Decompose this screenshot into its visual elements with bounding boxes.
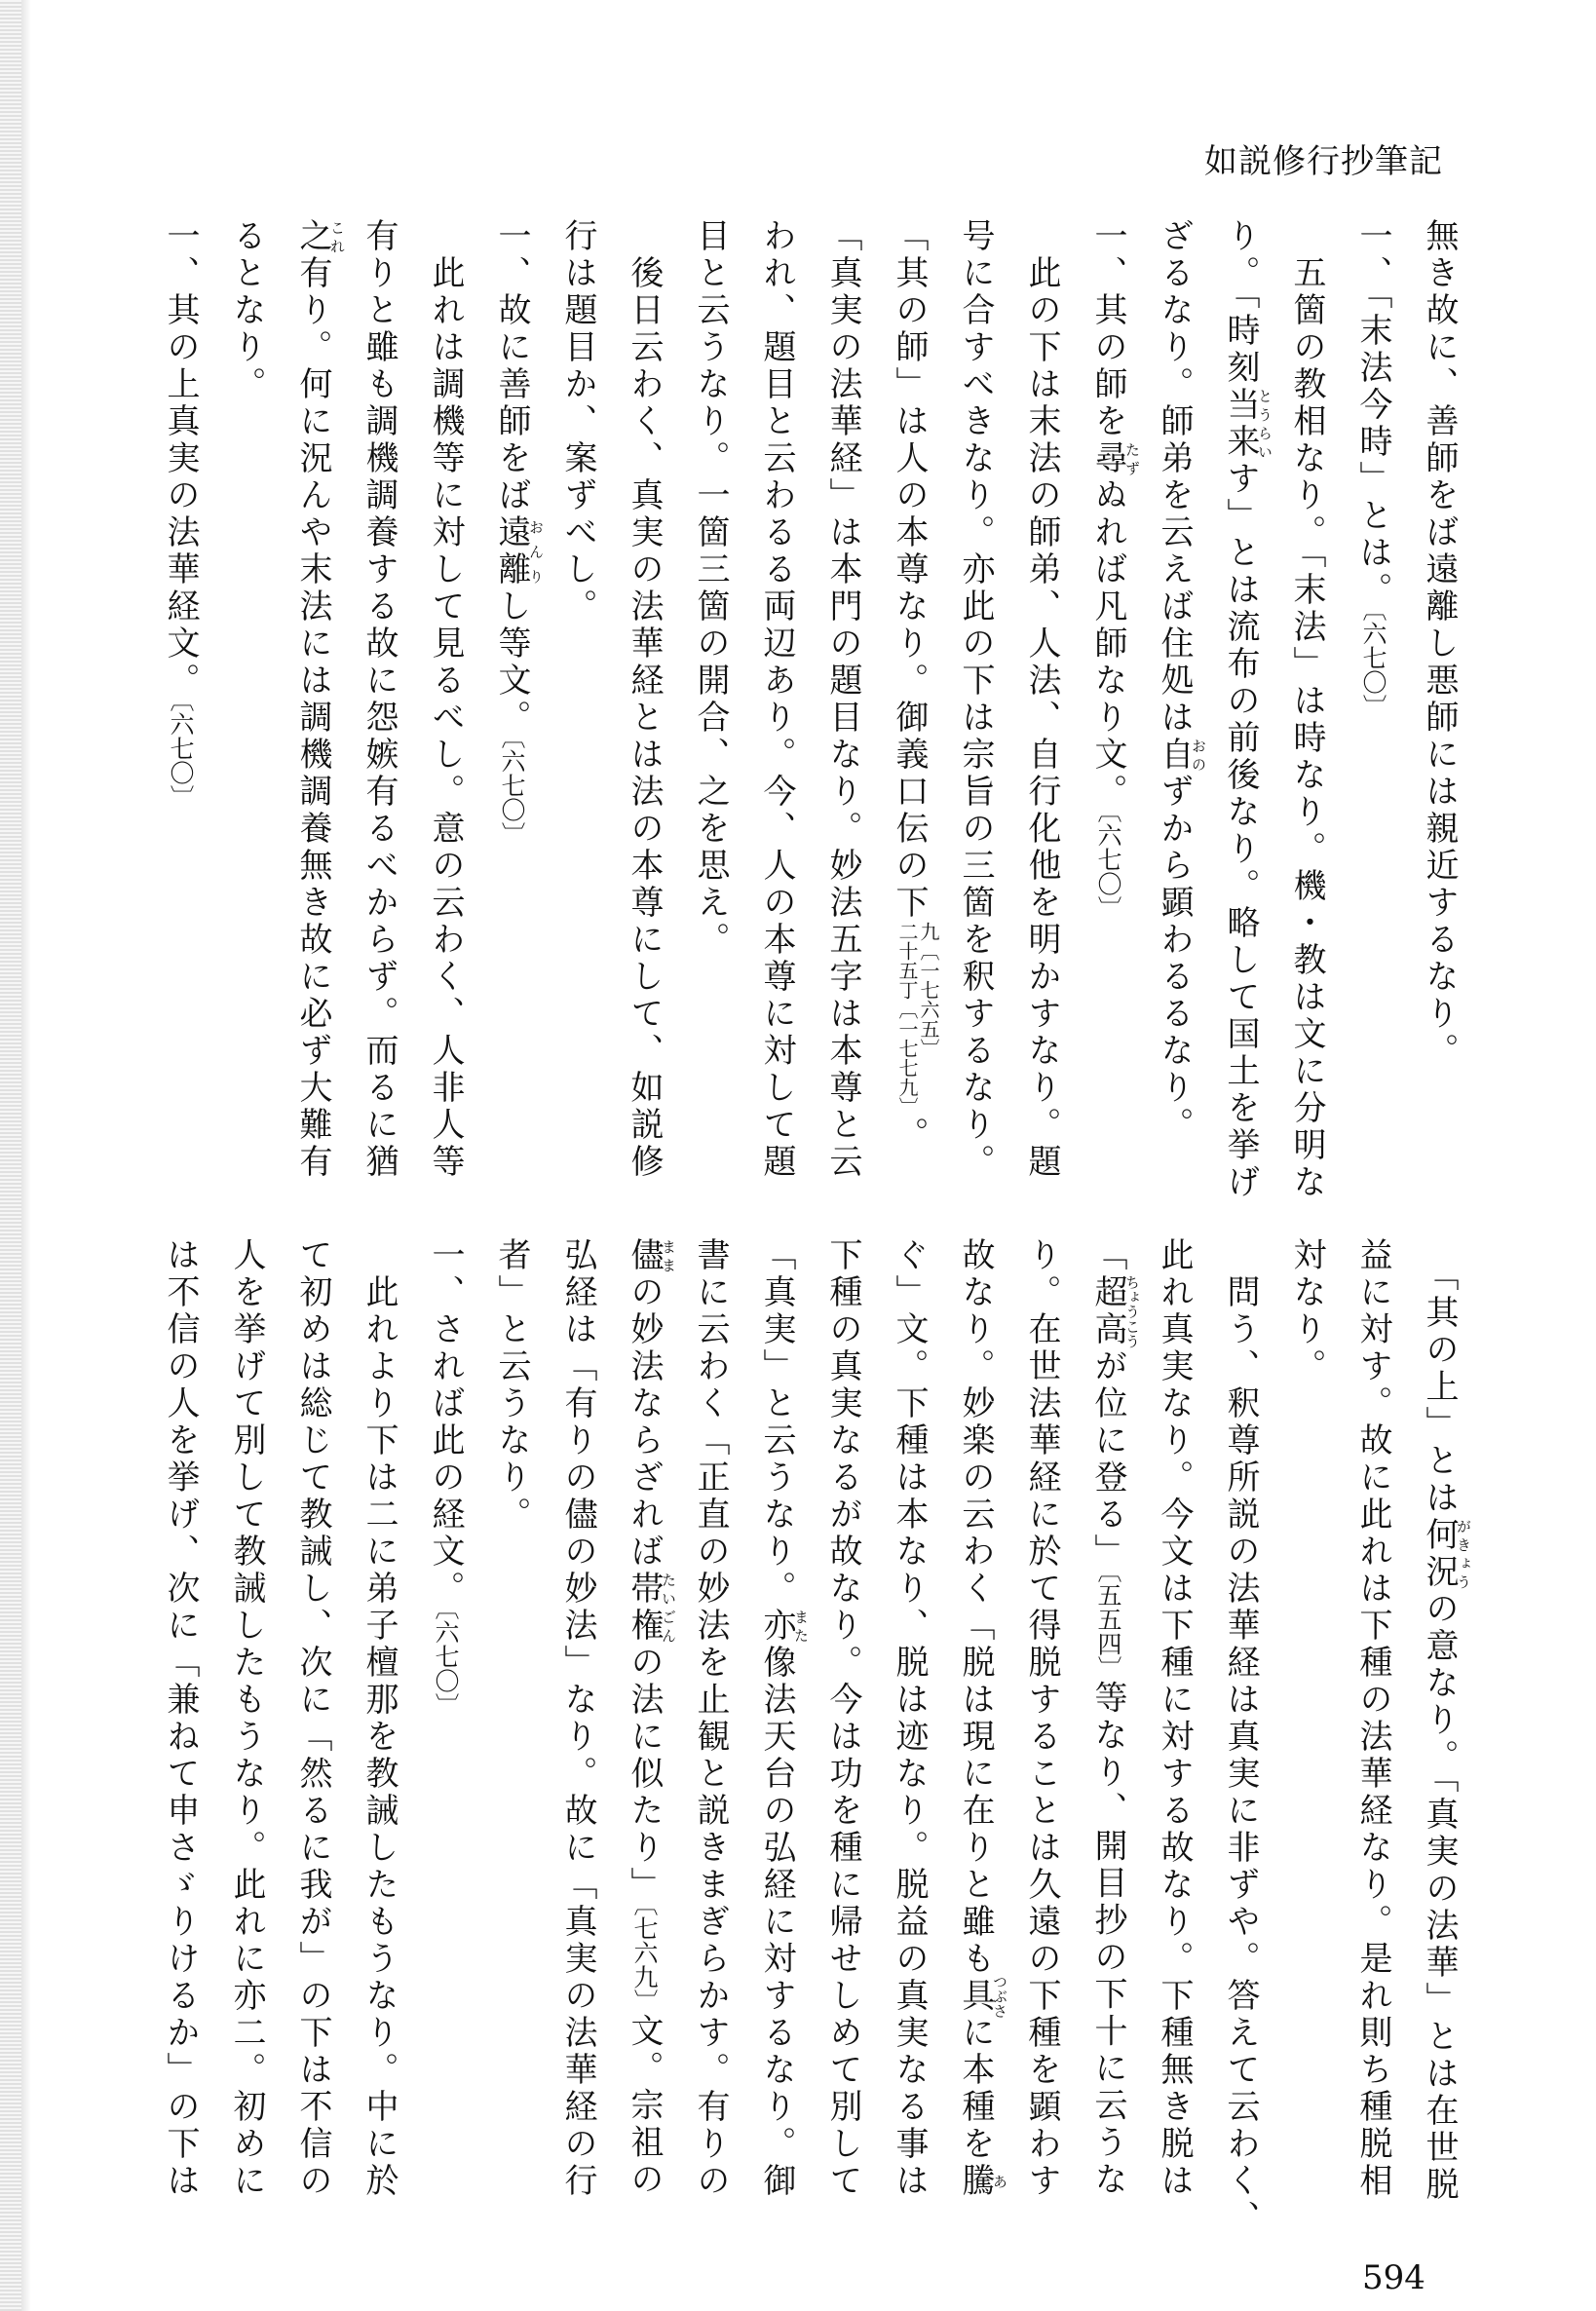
text-block-lower xyxy=(147,1237,1472,2251)
ruby-reading: つぶさ xyxy=(991,1974,1008,2019)
text-run: 一、其の上真実の法華経文。 xyxy=(161,218,200,700)
text-run: 対なり。 xyxy=(1287,1237,1326,1385)
text-run: り。「時刻 xyxy=(1221,218,1260,387)
text-column xyxy=(1008,1237,1075,2251)
text-run: 文。宗祖の xyxy=(625,2013,664,2199)
text-run: は不信の人を挙げ、次に「兼ねて申さゞりけるか」の下は xyxy=(161,1237,200,2200)
text-column xyxy=(412,218,478,1231)
text-run: 下種の真実なるが故なり。今は功を種に帰せしめて別して xyxy=(823,1237,862,2200)
text-run: 益に対す。故に此れは下種の法華経なり。是れ則ち種脱相 xyxy=(1353,1237,1392,2200)
ruby-base: 尋 xyxy=(1088,440,1127,477)
text-run: 無き故に、善師をば遠離し悪師には親近するなり。 xyxy=(1420,218,1459,1070)
ruby-reading: おんり xyxy=(527,514,545,588)
text-column xyxy=(942,1237,1008,2251)
ruby-word xyxy=(625,1237,677,1274)
text-column xyxy=(147,218,213,1231)
page-citation: 〔七六九〕 xyxy=(630,1904,659,2014)
text-run: の意なり。「真実の法華」とは在世脱 xyxy=(1420,1591,1459,2204)
text-run: が位に登る」 xyxy=(1088,1348,1127,1571)
text-run: 一、故に善師をば xyxy=(492,218,531,514)
text-run: 「真実」と云うなり。 xyxy=(757,1237,796,1608)
text-run: 一、されば此の経文。 xyxy=(426,1237,465,1608)
text-run: 。 xyxy=(890,1117,929,1154)
text-run: 等なり、開目抄の下十に云うな xyxy=(1088,1680,1127,2199)
text-column xyxy=(876,218,942,1231)
page-citation: 〔六七〇〕 xyxy=(1359,609,1387,719)
ruby-reading: とうらい xyxy=(1256,387,1273,461)
ruby-word xyxy=(1221,387,1273,461)
text-run: 号に合すべきなり。亦此の下は宗旨の三箇を釈するなり。 xyxy=(956,218,995,1181)
ruby-reading: まま xyxy=(660,1237,677,1274)
text-run: 一、「末法今時」とは。 xyxy=(1353,218,1392,609)
text-column xyxy=(213,218,280,1231)
running-header: 如説修行抄筆記 xyxy=(1204,142,1443,181)
page-citation: 〔六七〇〕 xyxy=(432,1608,460,1718)
text-run: 故なり。妙楽の云わく「脱は現に在りと雖も xyxy=(956,1237,995,1978)
text-run: ずから顕わるるなり。 xyxy=(1155,774,1194,1144)
ruby-base: 帯権 xyxy=(625,1571,664,1645)
text-run: 目と云うなり。一箇三箇の開合、之を思え。 xyxy=(691,218,730,959)
ruby-base: 亦 xyxy=(757,1608,796,1645)
text-column xyxy=(1141,218,1207,1231)
text-run: 此れより下は二に弟子檀那を教誡したもうなり。中に於 xyxy=(360,1237,399,2200)
ruby-word xyxy=(492,514,545,588)
text-run: 人を挙げて別して教誡したもうなり。此れに亦二。初めに xyxy=(227,1237,266,2200)
text-run: 有り。何に況んや末法には調機調養無き故に必ず大難有 xyxy=(293,255,332,1181)
ruby-reading: これ xyxy=(328,218,346,255)
text-column xyxy=(677,218,743,1231)
text-column xyxy=(611,218,677,1231)
ruby-base: 超高 xyxy=(1088,1274,1127,1348)
ruby-base: 騰 xyxy=(956,2163,995,2200)
text-column xyxy=(743,218,810,1231)
ruby-word xyxy=(956,1974,1008,2019)
text-column xyxy=(1008,218,1075,1231)
text-run: 五箇の教相なり。「末法」は時なり。機・教は文に分明な xyxy=(1287,218,1326,1201)
page-number: 594 xyxy=(1362,2258,1425,2297)
page-citation: 〔六七〇〕 xyxy=(167,700,195,810)
ruby-word xyxy=(1088,1274,1141,1348)
text-column xyxy=(412,1237,478,2251)
text-column xyxy=(147,1237,213,2251)
ruby-base: 自 xyxy=(1155,737,1194,774)
ruby-reading: たず xyxy=(1123,440,1141,477)
ruby-base: 之 xyxy=(293,218,332,255)
scan-gutter-fade xyxy=(21,0,31,2311)
text-run: 弘経は「有りの儘の妙法」なり。故に「真実の法華経の行 xyxy=(558,1237,597,2200)
ruby-base: 何況 xyxy=(1420,1517,1459,1591)
page-citation: 〔五五四〕 xyxy=(1094,1571,1122,1681)
text-run: 此の下は末法の師弟、人法、自行化他を明かすなり。題 xyxy=(1022,218,1061,1181)
text-run: われ、題目と云わるる両辺あり。今、人の本尊に対して題 xyxy=(757,218,796,1181)
text-run: 行は題目か、案ずべし。 xyxy=(558,218,597,625)
ruby-word xyxy=(956,2163,1008,2200)
text-column xyxy=(942,218,1008,1231)
text-run: に本種を xyxy=(956,2015,995,2163)
text-column xyxy=(478,218,545,1231)
page-citation: 〔六七〇〕 xyxy=(1094,811,1122,921)
text-run: 「其の上」とは xyxy=(1420,1237,1459,1517)
ruby-reading: また xyxy=(792,1608,810,1645)
text-run: 有りと雖も調機調養する故に怨嫉有るべからず。而るに猶 xyxy=(360,218,399,1181)
text-run: の法に似たり」 xyxy=(625,1645,664,1904)
text-run: 者」と云うなり。 xyxy=(492,1237,531,1534)
text-run: し等文。 xyxy=(492,588,531,737)
ruby-word xyxy=(625,1571,677,1645)
ruby-reading: がきょう xyxy=(1455,1517,1472,1591)
text-run: ぐ」文。下種は本なり、脱は迹なり。脱益の真実なる事は xyxy=(890,1237,929,2200)
text-column xyxy=(1406,1237,1472,2251)
text-column xyxy=(346,218,412,1231)
text-column xyxy=(1340,218,1406,1231)
ruby-reading: たいごん xyxy=(660,1571,677,1645)
text-column xyxy=(1273,218,1340,1231)
text-column xyxy=(280,218,346,1231)
text-column xyxy=(677,1237,743,2251)
text-run: 像法天台の弘経に対するなり。御 xyxy=(757,1645,796,2200)
ruby-base: 具 xyxy=(956,1974,995,2019)
text-column xyxy=(611,1237,677,2251)
ruby-reading: ちょうこう xyxy=(1123,1274,1141,1348)
ruby-base: 遠離 xyxy=(492,514,531,588)
text-column xyxy=(1340,1237,1406,2251)
annotation-line: 九〔一七六五〕 xyxy=(917,922,940,1058)
text-column xyxy=(1075,1237,1141,2251)
inline-double-annotation xyxy=(896,922,939,1117)
text-column xyxy=(743,1237,810,2251)
ruby-base: 儘 xyxy=(625,1237,664,1274)
text-run: 「真実の法華経」は本門の題目なり。妙法五字は本尊と云 xyxy=(823,218,862,1181)
ruby-word xyxy=(293,218,346,255)
text-run: の妙法ならざれば xyxy=(625,1274,664,1571)
text-run: ぬれば凡師なり文。 xyxy=(1088,477,1127,811)
text-run: て初めは総じて教誡し、次に「然るに我が」の下は不信の xyxy=(293,1237,332,2200)
text-column xyxy=(1207,218,1273,1231)
scan-gutter-shadow xyxy=(0,0,21,2311)
text-column xyxy=(545,1237,611,2251)
text-run: 「 xyxy=(1088,1237,1127,1274)
text-run: 此れ真実なり。今文は下種に対する故なり。下種無き脱は xyxy=(1155,1237,1194,2200)
text-column xyxy=(280,1237,346,2251)
text-column xyxy=(810,1237,876,2251)
text-run: 後日云わく、真実の法華経とは法の本尊にして、如説修 xyxy=(625,218,664,1181)
text-column xyxy=(1207,1237,1273,2251)
ruby-base: 当来 xyxy=(1221,387,1260,461)
text-column xyxy=(346,1237,412,2251)
text-run: 問う、釈尊所説の法華経は真実に非ずや。答えて云わく、 xyxy=(1221,1237,1260,2237)
text-column xyxy=(1273,1237,1340,2251)
ruby-word xyxy=(757,1608,810,1645)
text-column xyxy=(545,218,611,1231)
text-run: ざるなり。師弟を云えば住処は xyxy=(1155,218,1194,737)
text-column xyxy=(1406,218,1472,1231)
text-run: り。在世法華経に於て得脱することは久遠の下種を顕わす xyxy=(1022,1237,1061,2200)
text-run: 此れは調機等に対して見るべし。意の云わく、人非人等 xyxy=(426,218,465,1181)
text-column xyxy=(1141,1237,1207,2251)
text-column xyxy=(478,1237,545,2251)
ruby-word xyxy=(1420,1517,1472,1591)
text-run: 「其の師」は人の本尊なり。御義口伝の下 xyxy=(890,218,929,922)
ruby-word xyxy=(1155,737,1207,774)
text-run: 一、其の師を xyxy=(1088,218,1127,440)
text-block-upper xyxy=(147,218,1472,1231)
text-column xyxy=(810,218,876,1231)
page-citation: 〔六七〇〕 xyxy=(498,737,526,847)
text-column xyxy=(876,1237,942,2251)
ruby-word xyxy=(1088,440,1141,477)
text-run: す」とは流布の前後なり。略して国土を挙げ xyxy=(1221,461,1260,1201)
annotation-line: 二十五丁〔一七七九〕 xyxy=(895,922,919,1117)
ruby-reading: あ xyxy=(991,2163,1008,2200)
text-column xyxy=(213,1237,280,2251)
ruby-reading: おの xyxy=(1190,737,1207,774)
text-run: 書に云わく「正直の妙法を止観と説きまぎらかす。有りの xyxy=(691,1237,730,2200)
text-run: るとなり。 xyxy=(227,218,266,403)
text-column xyxy=(1075,218,1141,1231)
